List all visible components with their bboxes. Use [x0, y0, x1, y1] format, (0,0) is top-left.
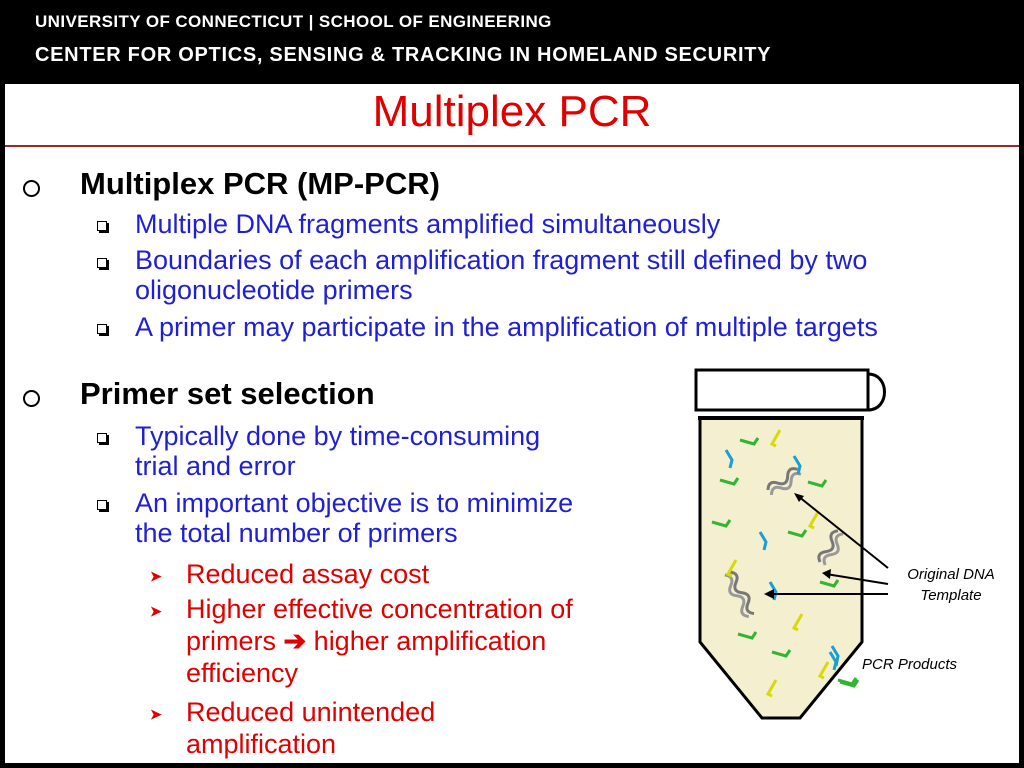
bullet-primer-set: Primer set selection	[80, 376, 375, 411]
concentration-line2-a: primers	[186, 626, 277, 656]
sub-sub-bullet-cost: Reduced assay cost	[186, 559, 430, 589]
label-original-dna-template: Original DNA Template	[907, 566, 995, 604]
sub-sub-bullet-unintended	[186, 696, 435, 760]
square-bullet-icon	[97, 500, 107, 510]
header-bar	[0, 0, 1024, 84]
unintended-line2: amplification	[186, 729, 337, 759]
sub-bullet-minimize	[135, 488, 573, 548]
tube-hinge	[868, 374, 885, 410]
tube-lid	[696, 370, 868, 410]
arrow-bullet-icon: ➤	[150, 568, 162, 584]
square-bullet-icon	[97, 221, 107, 231]
unintended-line1: Reduced unintended	[186, 697, 436, 727]
square-bullet-icon	[97, 324, 107, 334]
concentration-line2	[186, 625, 573, 657]
sub-bullet-trial-line1: Typically done by time-consuming	[135, 421, 541, 451]
concentration-line3: efficiency	[186, 658, 299, 688]
sub-bullet-minimize-line2: the total number of primers	[135, 518, 458, 548]
header-university: UNIVERSITY OF CONNECTICUT | SCHOOL OF ENGINEERING	[35, 12, 552, 31]
sub-sub-bullet-concentration	[186, 593, 573, 689]
circle-bullet-icon	[23, 390, 40, 407]
arrow-bullet-icon: ➤	[150, 706, 162, 722]
concentration-line1: Higher effective concentration of	[186, 594, 573, 624]
header-center-name: CENTER FOR OPTICS, SENSING & TRACKING IN HOMELAND SECURITY	[35, 44, 772, 66]
sub-bullet-trial	[135, 421, 540, 481]
tube-body	[700, 418, 862, 718]
sub-bullet-primer-multiple: A primer may participate in the amplification of multiple targets	[135, 312, 878, 342]
arrow-bullet-icon: ➤	[150, 603, 162, 619]
label-pcr-products: PCR Products	[862, 656, 958, 673]
concentration-line2-b: higher amplification	[313, 626, 547, 656]
pcr-tube-illustration	[690, 362, 1020, 732]
sub-bullet-boundaries: Boundaries of each amplification fragment still defined by two oligonucleotide primers	[135, 245, 868, 305]
right-arrow-icon: ➔	[283, 626, 307, 656]
sub-bullet-trial-line2: trial and error	[135, 451, 296, 481]
slide-title: Multiplex PCR	[372, 87, 652, 136]
circle-bullet-icon	[23, 180, 40, 197]
bullet-mp-pcr: Multiplex PCR (MP-PCR)	[80, 166, 440, 201]
sub-bullet-minimize-line1: An important objective is to minimize	[135, 488, 574, 518]
square-bullet-icon	[97, 258, 107, 268]
title-divider	[5, 145, 1019, 147]
sub-bullet-fragments: Multiple DNA fragments amplified simultaneously	[135, 209, 721, 239]
square-bullet-icon	[97, 433, 107, 443]
